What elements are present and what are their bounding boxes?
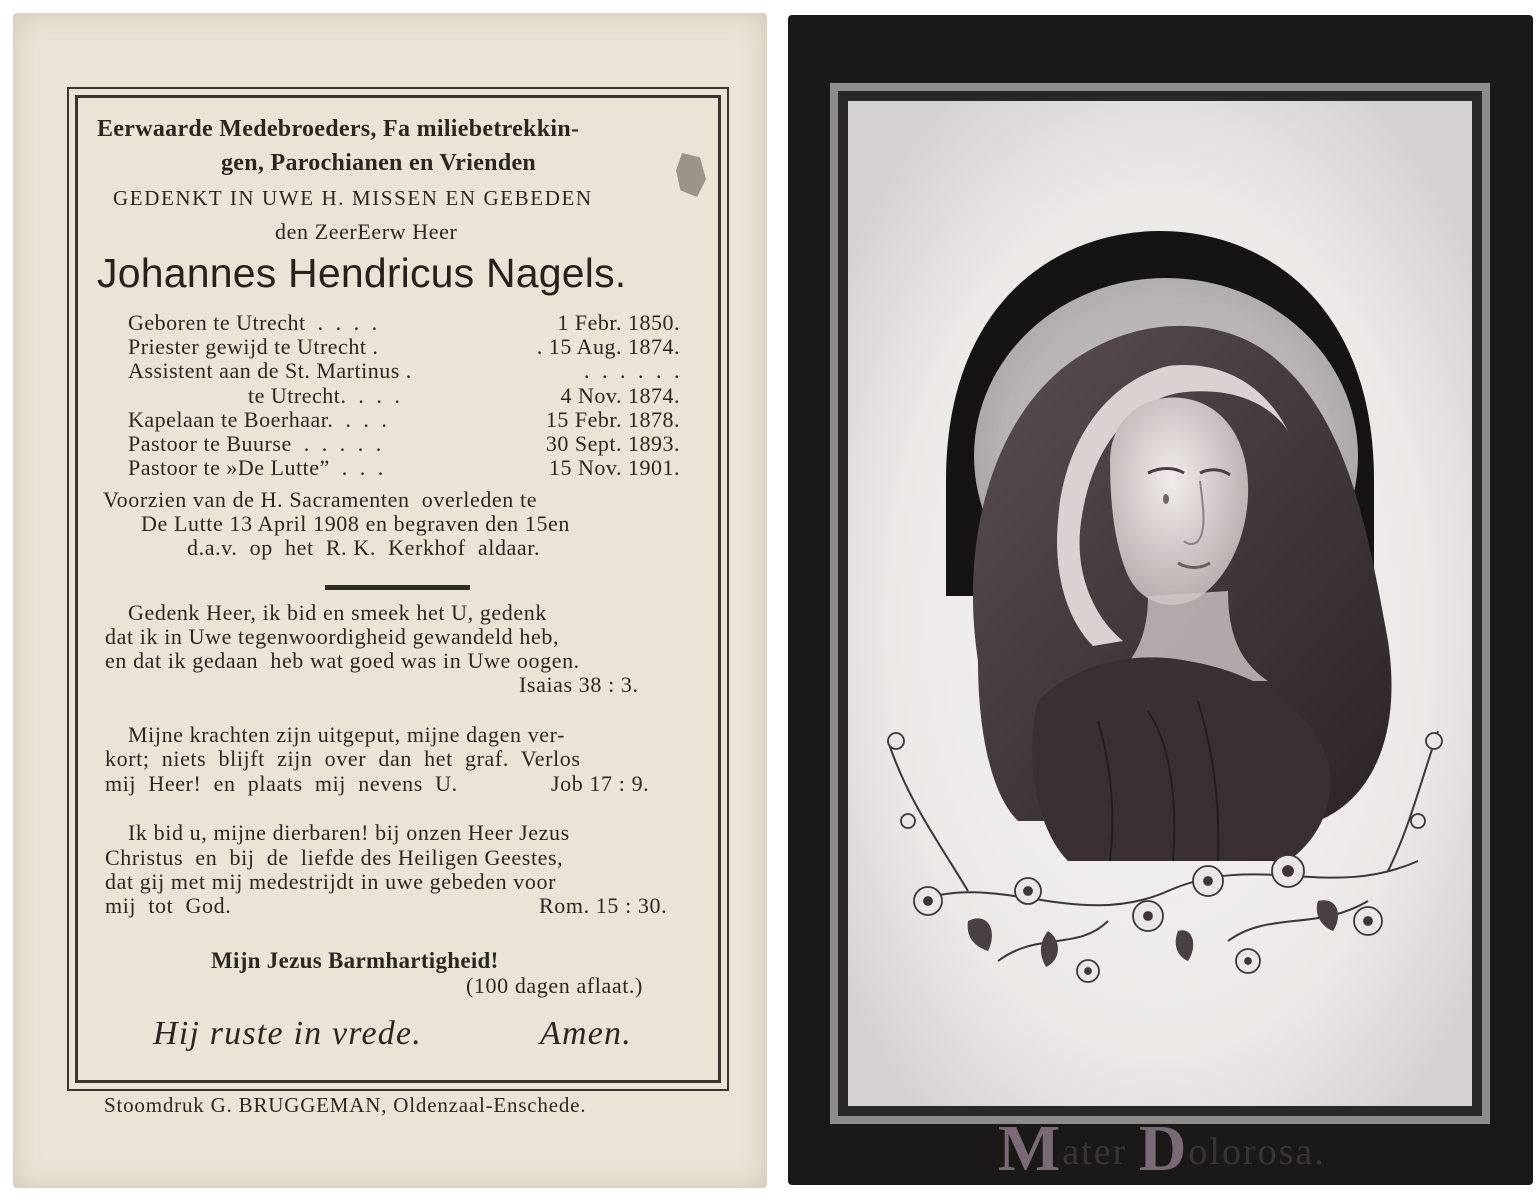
- career-label: Assistent aan de St. Martinus .: [128, 358, 412, 383]
- career-date: 4 Nov. 1874.: [560, 383, 680, 408]
- mourning-border-dark: [838, 91, 1482, 1185]
- mater-dolorosa-illustration: [848, 101, 1472, 1106]
- verse-reference: Job 17 : 9.: [551, 771, 650, 796]
- career-label: Geboren te Utrecht . . . .: [128, 310, 378, 335]
- mourning-border-grey: [830, 83, 1490, 1185]
- verse-line: Gedenk Heer, ik bid en smeek het U, gedenk: [128, 600, 547, 625]
- death-line: d.a.v. op het R. K. Kerkhof aldaar.: [187, 535, 541, 560]
- career-row: [128, 455, 680, 479]
- divider-rule: [325, 585, 470, 590]
- career-date: 15 Febr. 1878.: [545, 407, 680, 432]
- verse-reference: Isaias 38 : 3.: [519, 672, 639, 697]
- career-date: 15 Nov. 1901.: [549, 455, 680, 480]
- career-date: 1 Febr. 1850.: [557, 310, 680, 335]
- verse-line: mij Heer! en plaats mij nevens U.: [105, 771, 458, 796]
- prayer-line: Mijn Jezus Barmhartigheid!: [211, 948, 499, 973]
- verse-line: dat gij met mij medestrijdt in uwe gebeden voor: [105, 869, 556, 894]
- honorific-line: den ZeerEerw Heer: [275, 219, 458, 244]
- verse-line: Ik bid u, mijne dierbaren! bij onzen Heer Jezus: [128, 820, 570, 845]
- verse-line: Mijne krachten zijn uitgeput, mijne dagen ver-: [128, 722, 566, 747]
- verse-line: en dat ik gedaan heb wat goed was in Uwe oogen.: [105, 648, 580, 673]
- career-date: . 15 Aug. 1874.: [536, 334, 680, 359]
- career-date: 30 Sept. 1893.: [545, 431, 680, 456]
- caps-line: GEDENKT IN UWE H. MISSEN EN GEBEDEN: [113, 186, 593, 210]
- career-label: Priester gewijd te Utrecht .: [128, 334, 379, 359]
- indulgence-note: (100 dagen aflaat.): [466, 973, 643, 998]
- career-label: Kapelaan te Boerhaar. . . .: [128, 407, 388, 432]
- career-row: [128, 407, 680, 431]
- career-row: [128, 334, 680, 358]
- verse-line: kort; niets blijft zijn over dan het graf. Verlos: [105, 746, 581, 771]
- verse-line: dat ik in Uwe tegenwoordigheid gewandeld heb,: [105, 624, 560, 649]
- career-label: Pastoor te »De Lutte” . . .: [128, 455, 384, 480]
- death-line: De Lutte 13 April 1908 en begraven den 15en: [141, 511, 571, 536]
- closing-rest-in-peace: Hij ruste in vrede.: [153, 1015, 422, 1052]
- mater-dolorosa-caption: [998, 1112, 1326, 1185]
- caption-initial-d: D: [1138, 1112, 1189, 1185]
- career-row: [128, 310, 680, 334]
- caption-word-olorosa: olorosa.: [1188, 1131, 1326, 1173]
- memorial-card-image-side: [788, 15, 1533, 1185]
- deceased-name: Johannes Hendricus Nagels.: [97, 250, 627, 296]
- career-label: te Utrecht. . . .: [128, 383, 401, 408]
- memorial-card-text-side: [13, 13, 767, 1188]
- verse-line: mij tot God.: [105, 893, 232, 918]
- header-line-1: Eerwaarde Medebroeders, Fa miliebetrekkin-: [97, 116, 580, 142]
- verse-reference: Rom. 15 : 30.: [539, 893, 668, 918]
- career-date: . . . . . .: [584, 358, 680, 383]
- header-line-2: gen, Parochianen en Vrienden: [221, 150, 537, 176]
- career-row: [128, 358, 680, 382]
- caption-initial-m: M: [998, 1112, 1063, 1185]
- caption-word-ater: ater: [1062, 1131, 1128, 1173]
- death-line: Voorzien van de H. Sacramenten overleden te: [103, 487, 538, 512]
- career-row: [128, 383, 680, 407]
- verse-line: Christus en bij de liefde des Heiligen Geestes,: [105, 845, 564, 870]
- closing-amen: Amen.: [540, 1015, 632, 1052]
- image-panel: [848, 101, 1472, 1185]
- printer-imprint: Stoomdruk G. BRUGGEMAN, Oldenzaal-Enschede.: [104, 1093, 587, 1117]
- career-label: Pastoor te Buurse . . . . .: [128, 431, 382, 456]
- career-row: [128, 431, 680, 455]
